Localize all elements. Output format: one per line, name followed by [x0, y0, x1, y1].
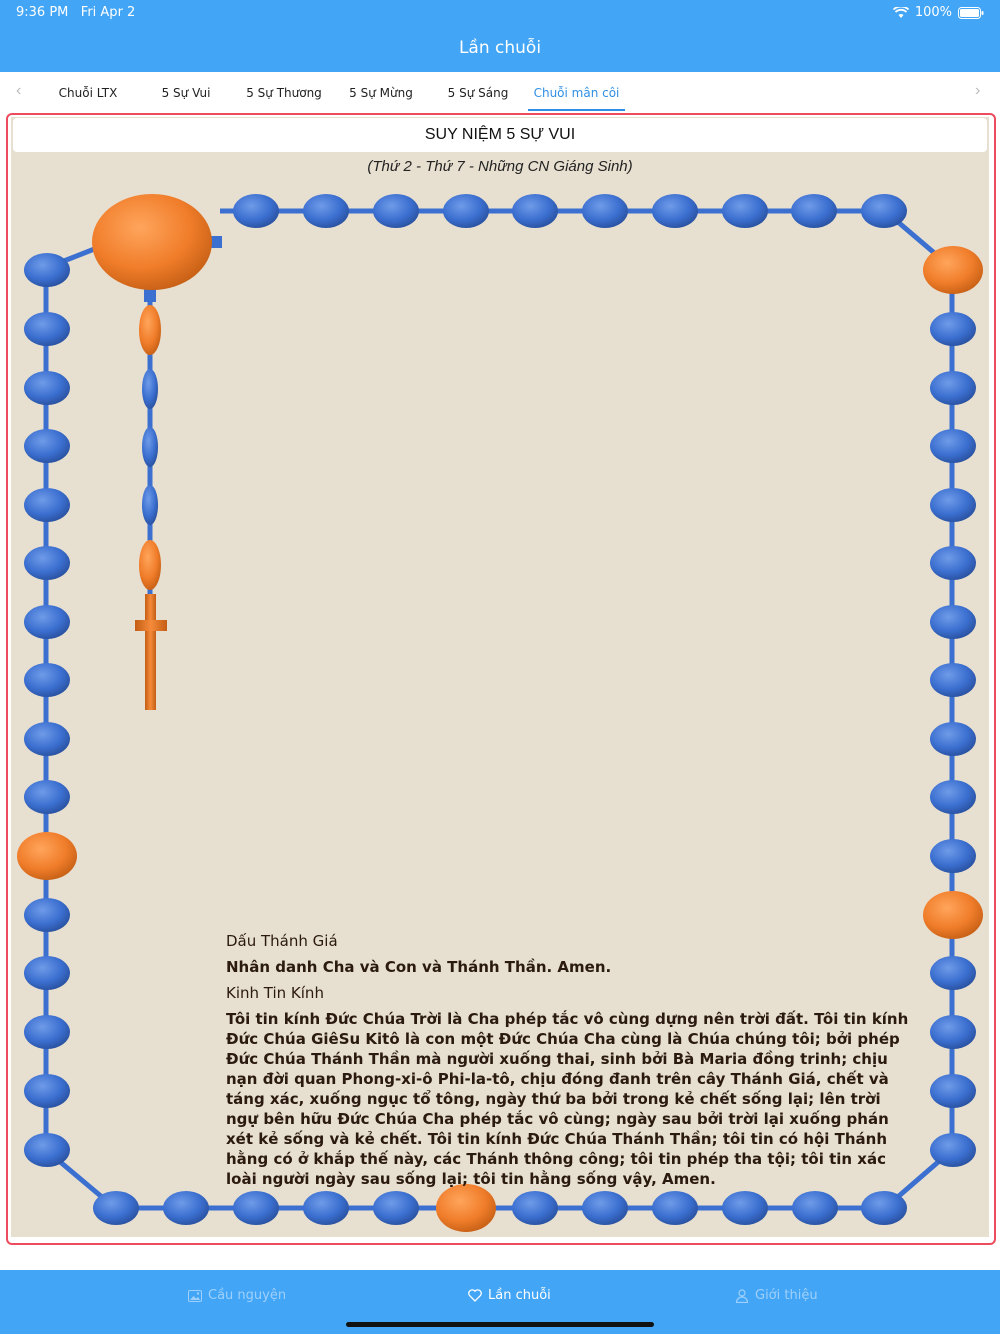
bead-large	[923, 246, 983, 294]
tab-chuoi-ltx[interactable]: Chuỗi LTX	[58, 86, 118, 100]
bead-small	[930, 839, 976, 873]
bead-pendant	[139, 540, 161, 590]
bead-small	[861, 194, 907, 228]
tabbar-item-cau-nguyen[interactable]	[188, 1288, 286, 1303]
bead-small	[930, 312, 976, 346]
bead-small	[24, 312, 70, 346]
chevron-left-icon[interactable]: ‹	[16, 82, 22, 99]
chain-link	[144, 288, 156, 302]
tab-5-su-thuong[interactable]: 5 Sự Thương	[246, 86, 322, 100]
tab-chuoi-man-coi[interactable]: Chuỗi mân côi	[533, 86, 620, 100]
bead-small	[930, 488, 976, 522]
tabbar-label: Lần chuỗi	[488, 1288, 551, 1303]
bead-small	[791, 194, 837, 228]
bead-pendant	[139, 305, 161, 355]
bead-small	[930, 1074, 976, 1108]
bead-small	[930, 546, 976, 580]
bead-small	[930, 722, 976, 756]
bead-small	[930, 429, 976, 463]
bead-small	[24, 1015, 70, 1049]
bead-small	[373, 1191, 419, 1225]
person-icon	[735, 1289, 749, 1303]
bead-small	[24, 663, 70, 697]
bead-small	[24, 546, 70, 580]
chevron-right-icon[interactable]: ›	[975, 82, 981, 99]
bead-small	[722, 194, 768, 228]
status-date: Fri Apr 2	[80, 5, 136, 20]
bead-small	[930, 663, 976, 697]
bead-small	[24, 253, 70, 287]
bead-small	[443, 194, 489, 228]
cross-icon	[135, 594, 167, 710]
tab-5-su-mung[interactable]: 5 Sự Mừng	[349, 86, 413, 100]
bead-small	[24, 1133, 70, 1167]
tabbar-label: Giới thiệu	[755, 1288, 818, 1303]
bead-small	[303, 194, 349, 228]
bead-pendant	[142, 485, 158, 525]
bead-small	[373, 194, 419, 228]
bead-small	[861, 1191, 907, 1225]
bead-small	[24, 898, 70, 932]
bead-small	[233, 1191, 279, 1225]
bead-small	[722, 1191, 768, 1225]
home-indicator	[346, 1322, 654, 1327]
bead-small	[24, 488, 70, 522]
prayer-title-sign-of-cross: Dấu Thánh Giá	[226, 932, 338, 950]
bead-small	[930, 605, 976, 639]
battery-percent: 100%	[914, 5, 952, 20]
bead-small	[24, 722, 70, 756]
status-time: 9:36 PM	[16, 5, 69, 20]
bead-small	[930, 1133, 976, 1167]
bead-small	[93, 1191, 139, 1225]
meditation-subtitle: (Thứ 2 - Thứ 7 - Những CN Giáng Sinh)	[367, 158, 633, 175]
bead-small	[512, 194, 558, 228]
bead-small	[24, 371, 70, 405]
bead-small	[930, 1015, 976, 1049]
centerpiece-bead	[92, 194, 212, 290]
tabbar-item-lan-chuoi[interactable]	[468, 1288, 551, 1303]
bead-small	[24, 605, 70, 639]
bead-pendant	[142, 369, 158, 409]
bead-small	[652, 1191, 698, 1225]
meditation-title: SUY NIỆM 5 SỰ VUI	[13, 118, 987, 152]
photo-icon	[188, 1290, 202, 1302]
bead-large	[923, 891, 983, 939]
bead-small	[512, 1191, 558, 1225]
prayer-list	[226, 932, 916, 1196]
bead-small	[582, 194, 628, 228]
bead-small	[24, 429, 70, 463]
bead-small	[24, 956, 70, 990]
page-title: Lần chuỗi	[458, 38, 542, 58]
bead-small	[792, 1191, 838, 1225]
bead-large	[17, 832, 77, 880]
tab-5-su-sang[interactable]: 5 Sự Sáng	[447, 86, 509, 100]
bead-small	[930, 956, 976, 990]
bead-small	[582, 1191, 628, 1225]
bead-small	[652, 194, 698, 228]
tabbar-label: Cầu nguyện	[208, 1288, 287, 1303]
bead-small	[930, 371, 976, 405]
prayer-text-sign-of-cross: Nhân danh Cha và Con và Thánh Thần. Amen.	[226, 958, 612, 976]
bead-small	[163, 1191, 209, 1225]
heart-icon	[468, 1289, 482, 1302]
bead-pendant	[142, 427, 158, 467]
bead-small	[24, 780, 70, 814]
bead-small	[233, 194, 279, 228]
prayer-title-creed: Kinh Tin Kính	[226, 984, 324, 1002]
bead-small	[24, 1074, 70, 1108]
tab-5-su-vui[interactable]: 5 Sự Vui	[161, 86, 211, 100]
bead-small	[303, 1191, 349, 1225]
tabbar-item-gioi-thieu[interactable]	[735, 1288, 818, 1303]
prayer-text-creed: Tôi tin kính Đức Chúa Trời là Cha phép tắc vô cùng dựng nên trời đất. Tôi tin kính Đức Chúa GiêSu Kitô là con một Đức Chúa Cha cùng là Chúa chúng tôi; bởi phép Đức Chúa Thánh Thần mà người xuống thai, sinh bởi Bà Maria đồng trinh; chịu nạn đời quan Phong-xi-ô Phi-la-tô, chịu đóng đanh trên cây Thánh Giá, chết và táng xác, xuống ngục tổ tông, ngày thứ ba bởi trong kẻ chết sống lại; lên trời ngự bên hữu Đức Chúa Cha phép tắc vô cùng; ngày sau bởi trời lại xuống phán xét kẻ sống và kẻ chết. Tôi tin kính Đức Chúa Thánh Thần; tôi tin có hội Thánh hằng có ở khắp thế này, các Thánh thông công; tôi tin phép tha tội; tôi tin xác loài người ngày sau sống lại; tôi tin hằng sống vậy, Amen.	[226, 1010, 909, 1188]
bead-small	[930, 780, 976, 814]
